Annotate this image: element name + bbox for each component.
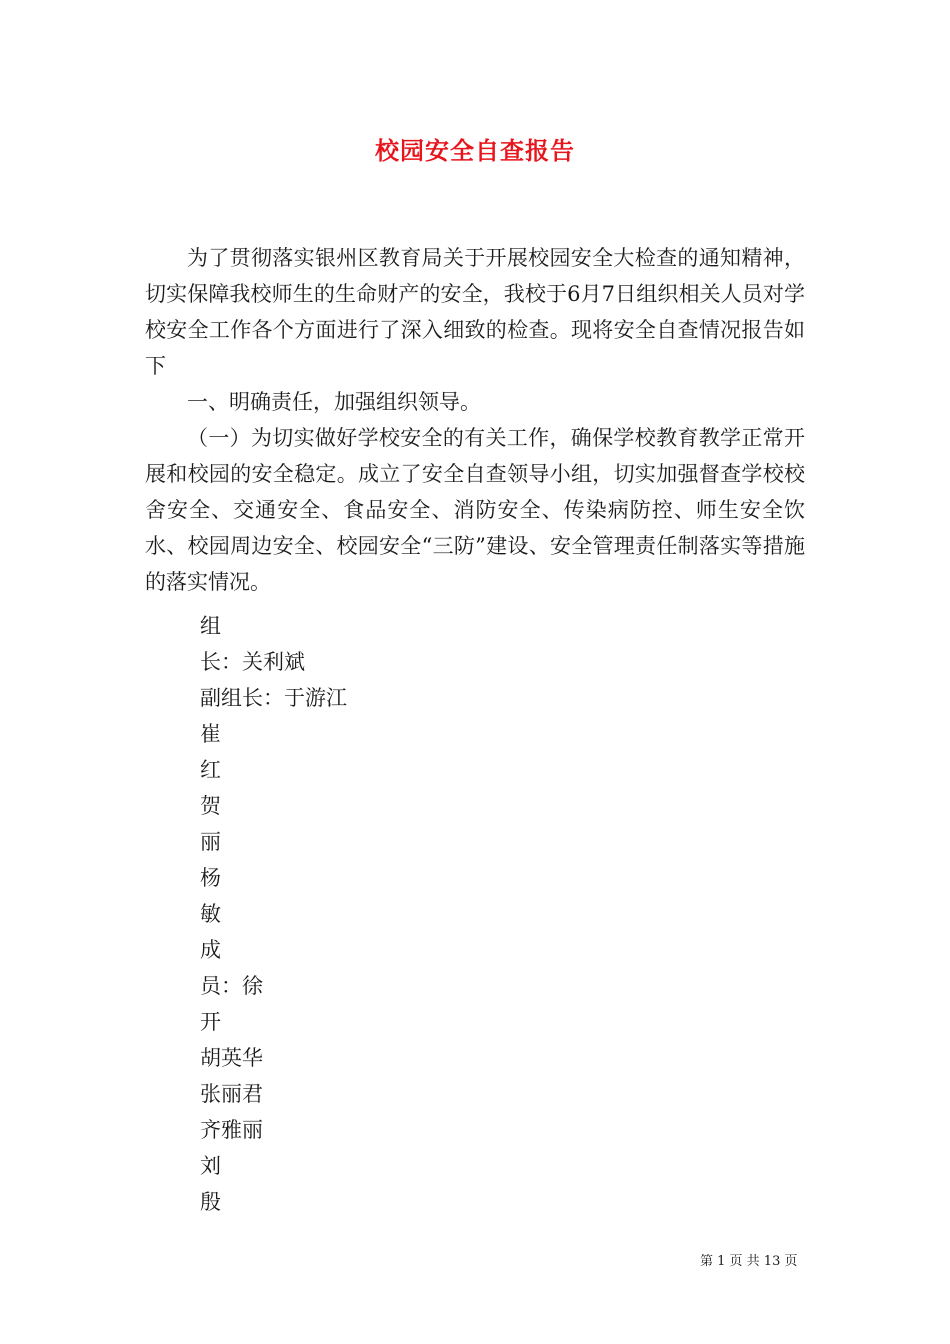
member-line: 副组长：于游江 bbox=[200, 686, 347, 710]
member-line: 开 bbox=[200, 1010, 221, 1034]
document-body bbox=[145, 240, 805, 600]
member-line: 丽 bbox=[200, 830, 221, 854]
member-line: 组 bbox=[200, 614, 221, 638]
member-line: 崔 bbox=[200, 722, 221, 746]
member-line: 红 bbox=[200, 758, 221, 782]
intro-paragraph: 为了贯彻落实银州区教育局关于开展校园安全大检查的通知精神，切实保障我校师生的生命财产的安全，我校于6月7日组织相关人员对学校安全工作各个方面进行了深入细致的检查。现将安全自查情况报告如下 bbox=[145, 246, 805, 378]
document-title: 校园安全自查报告 bbox=[375, 136, 575, 165]
member-line: 长：关利斌 bbox=[200, 650, 305, 674]
member-line: 敏 bbox=[200, 902, 221, 926]
section-paragraph: （一）为切实做好学校安全的有关工作，确保学校教育教学正常开展和校园的安全稳定。成立了安全自查领导小组，切实加强督查学校校舍安全、交通安全、食品安全、消防安全、传染病防控、师生安全饮水、校园周边安全、校园安全“三防”建设、安全管理责任制落实等措施的落实情况。 bbox=[145, 426, 805, 594]
member-line: 胡英华 bbox=[200, 1046, 263, 1070]
section-heading: 一、明确责任，加强组织领导。 bbox=[187, 390, 481, 414]
member-line: 员：徐 bbox=[200, 974, 263, 998]
member-line: 杨 bbox=[200, 866, 221, 890]
member-line: 张丽君 bbox=[200, 1082, 263, 1106]
member-line: 刘 bbox=[200, 1154, 221, 1178]
member-line: 殷 bbox=[200, 1190, 221, 1214]
member-line: 贺 bbox=[200, 794, 221, 818]
member-line: 齐雅丽 bbox=[200, 1118, 263, 1142]
page-number-footer: 第 1 页 共 13 页 bbox=[700, 1254, 798, 1269]
member-list bbox=[200, 608, 347, 1220]
member-line: 成 bbox=[200, 938, 221, 962]
